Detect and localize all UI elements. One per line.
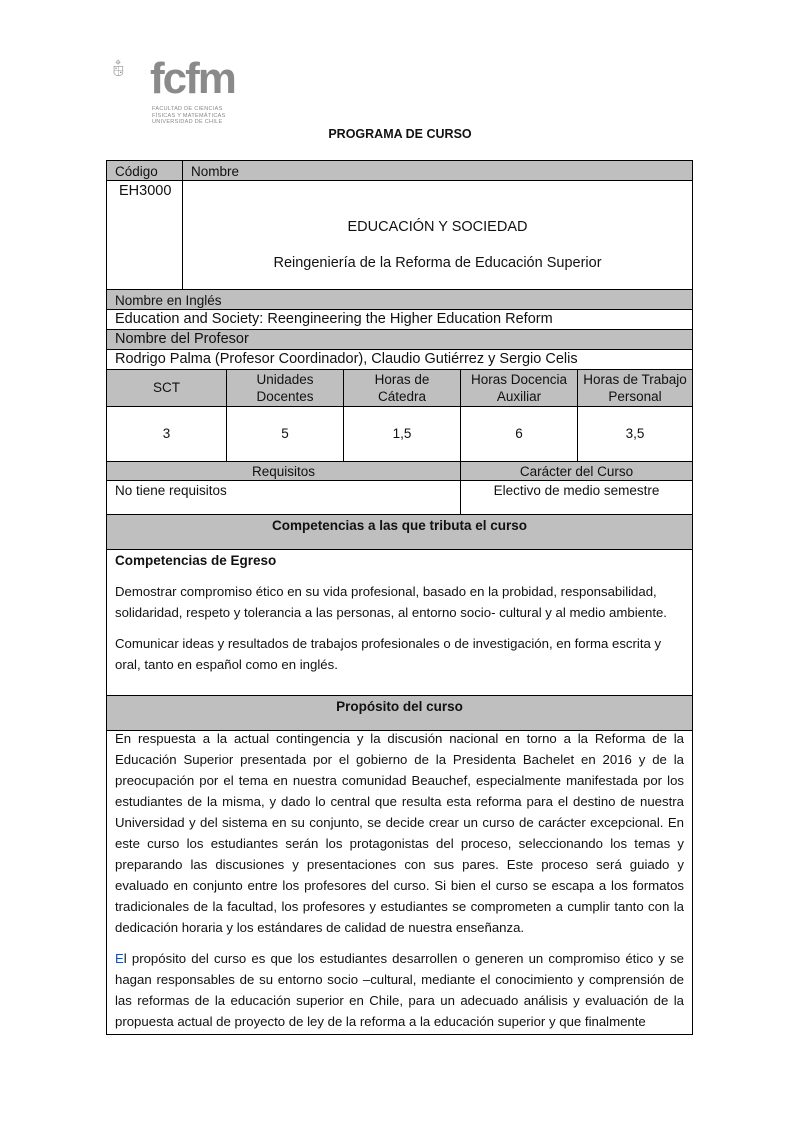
professor-label: Nombre del Profesor — [115, 331, 249, 347]
english-name-label: Nombre en Inglés — [115, 293, 222, 308]
hours-value-sct: 3 — [162, 426, 171, 441]
professor-header-row — [107, 330, 692, 350]
hours-header-units: Unidades Docentes — [226, 370, 343, 406]
course-type-value: Electivo de medio semestre — [460, 481, 692, 514]
course-name: EDUCACIÓN Y SOCIEDAD — [347, 219, 528, 235]
competencies-body — [107, 550, 692, 696]
hours-header-auxiliary: Horas Docencia Auxiliar — [460, 370, 577, 406]
purpose-paragraph-2: El propósito del curso es que los estudiantes desarrollen o generen un compromiso ético y se hagan responsables de su entorno socio –cultural, mediante el conocimiento y comprensión de las reformas de la educación superior en Chile, para un adecuado análisis y evaluación de la propuesta actual de proyecto de ley de la reforma a la educación superior y que finalmente — [115, 951, 684, 1029]
course-name-cell — [182, 181, 692, 289]
competencies-header-row — [107, 515, 692, 550]
hours-value-lecture: 1,5 — [343, 407, 460, 461]
competency-item: Demostrar compromiso ético en su vida profesional, basado en la probidad, responsabilidad, solidaridad, respeto y tolerancia a las personas, al entorno socio- cultural y al medio ambiente. — [115, 584, 667, 620]
code-name-header-row — [107, 161, 692, 181]
course-code: EH3000 — [119, 183, 172, 199]
faculty-logo-word: fcfm — [150, 54, 235, 103]
course-program-table — [106, 160, 693, 1035]
requirements-label: Requisitos — [251, 464, 316, 479]
document-title: PROGRAMA DE CURSO — [328, 127, 472, 141]
english-name-header-row — [107, 290, 692, 310]
purpose-header-row — [107, 696, 692, 731]
competency-item: Comunicar ideas y resultados de trabajos profesionales o de investigación, en forma escrita y oral, tanto en español como en inglés. — [115, 636, 662, 672]
english-name: Education and Society: Reengineering the Higher Education Reform — [115, 311, 553, 327]
professor-row — [107, 350, 692, 370]
course-subtitle: Reingeniería de la Reforma de Educación Superior — [273, 255, 602, 271]
hours-value-units: 5 — [226, 407, 343, 461]
purpose-paragraph-1: En respuesta a la actual contingencia y la discusión nacional en torno a la Reforma de la Educación Superior presentada por el gobierno de la Presidenta Bachelet en 2016 y de la preocupación por el tema en nuestra comunidad Beauchef, especialmente manifestada por los estudiantes de la misma, y dado lo central que resulta esta reforma para el destino de nuestra Universidad y del sistema en su conjunto, se decide crear un curso de carácter excepcional. En este curso los estudiantes serán los protagonistas del proceso, seleccionando los temas y preparando las discusiones y presentaciones con sus pares. Este proceso será guiado y evaluado en conjunto entre los profesores del curso. Si bien el curso se escapa a los formatos tradicionales de la facultad, los profesores y estudiantes se comprometen a cumplir tanto con la dedicación horaria y los estándares de calidad de nuestra enseñanza. — [115, 731, 684, 935]
course-type-label: Carácter del Curso — [460, 462, 692, 480]
hours-header-row — [107, 370, 692, 407]
hours-values-row — [107, 407, 692, 462]
hours-value-personal: 3,5 — [577, 407, 692, 461]
code-name-row — [107, 181, 692, 290]
requirements-row — [107, 481, 692, 515]
purpose-body — [107, 731, 692, 1034]
english-name-row — [107, 310, 692, 330]
purpose-title: Propósito del curso — [336, 699, 463, 714]
competencies-subtitle: Competencias de Egreso — [115, 553, 277, 568]
hours-header-lecture: Horas de Cátedra — [343, 370, 460, 406]
code-label: Código — [115, 164, 158, 179]
hours-header-personal: Horas de Trabajo Personal — [577, 370, 692, 406]
professor-names: Rodrigo Palma (Profesor Coordinador), Claudio Gutiérrez y Sergio Celis — [115, 351, 578, 367]
competencies-title: Competencias a las que tributa el curso — [271, 518, 528, 533]
requirements-value: No tiene requisitos — [115, 483, 227, 498]
hours-value-auxiliary: 6 — [460, 407, 577, 461]
faculty-logo-subtitle: FACULTAD DE CIENCIAS FÍSICAS Y MATEMÁTICAS UNIVERSIDAD DE CHILE — [152, 106, 226, 125]
requirements-header-row — [107, 462, 692, 481]
hours-header-sct: SCT — [153, 380, 180, 395]
name-label: Nombre — [182, 161, 692, 180]
